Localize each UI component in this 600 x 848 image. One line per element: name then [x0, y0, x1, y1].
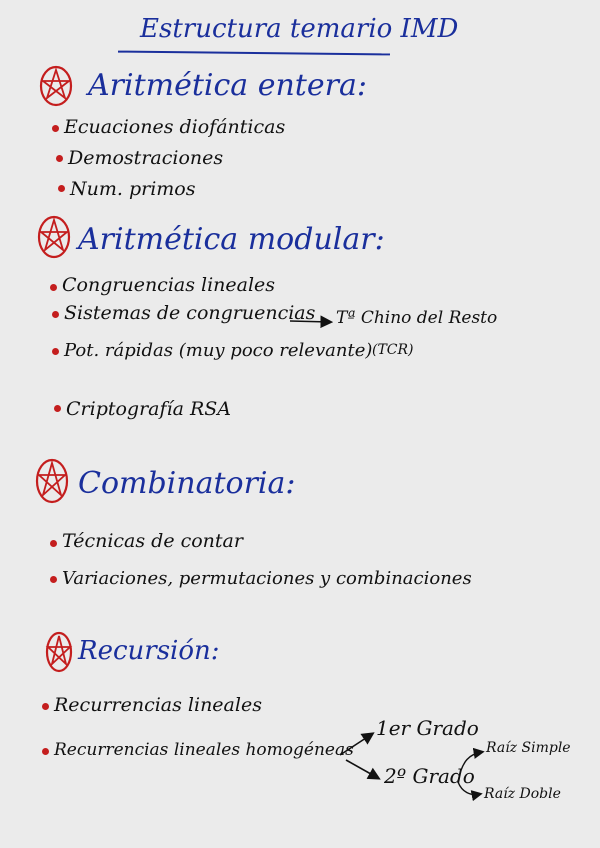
arrow-icon	[346, 760, 378, 778]
list-item: Técnicas de contar	[62, 530, 243, 552]
annotation-tcr: Tª Chino del Resto	[336, 308, 498, 328]
arrow-icon	[458, 782, 480, 795]
branch-second-degree: 2º Grado	[384, 764, 475, 788]
section-heading-aritmetica-modular: Aritmética modular:	[78, 222, 385, 257]
list-item: Congruencias lineales	[62, 274, 276, 296]
list-item: Ecuaciones diofánticas	[64, 116, 286, 138]
branch-first-degree: 1er Grado	[376, 716, 479, 740]
list-item: Sistemas de congruencias	[64, 302, 316, 324]
list-item: Pot. rápidas (muy poco relevante)	[64, 340, 373, 361]
branch-root-simple: Raíz Simple	[486, 740, 571, 756]
annotation-tcr-abbr: (TCR)	[372, 342, 414, 358]
list-item: Recurrencias lineales homogéneas	[54, 740, 354, 760]
list-item: Variaciones, permutaciones y combinaciones	[62, 568, 472, 589]
section-heading-recursion: Recursión:	[78, 636, 220, 666]
list-item: Num. primos	[70, 178, 196, 200]
arrow-icon	[458, 752, 482, 782]
page-title: Estructura temario IMD	[140, 14, 459, 44]
list-item: Criptografía RSA	[66, 398, 232, 420]
section-heading-aritmetica-entera: Aritmética entera:	[88, 68, 367, 103]
arrow-icon	[340, 734, 372, 755]
branch-root-double: Raíz Doble	[484, 786, 561, 802]
list-item: Demostraciones	[68, 147, 224, 169]
arrow-icon	[290, 321, 330, 322]
list-item: Recurrencias lineales	[54, 694, 262, 716]
section-heading-combinatoria: Combinatoria:	[78, 466, 296, 501]
